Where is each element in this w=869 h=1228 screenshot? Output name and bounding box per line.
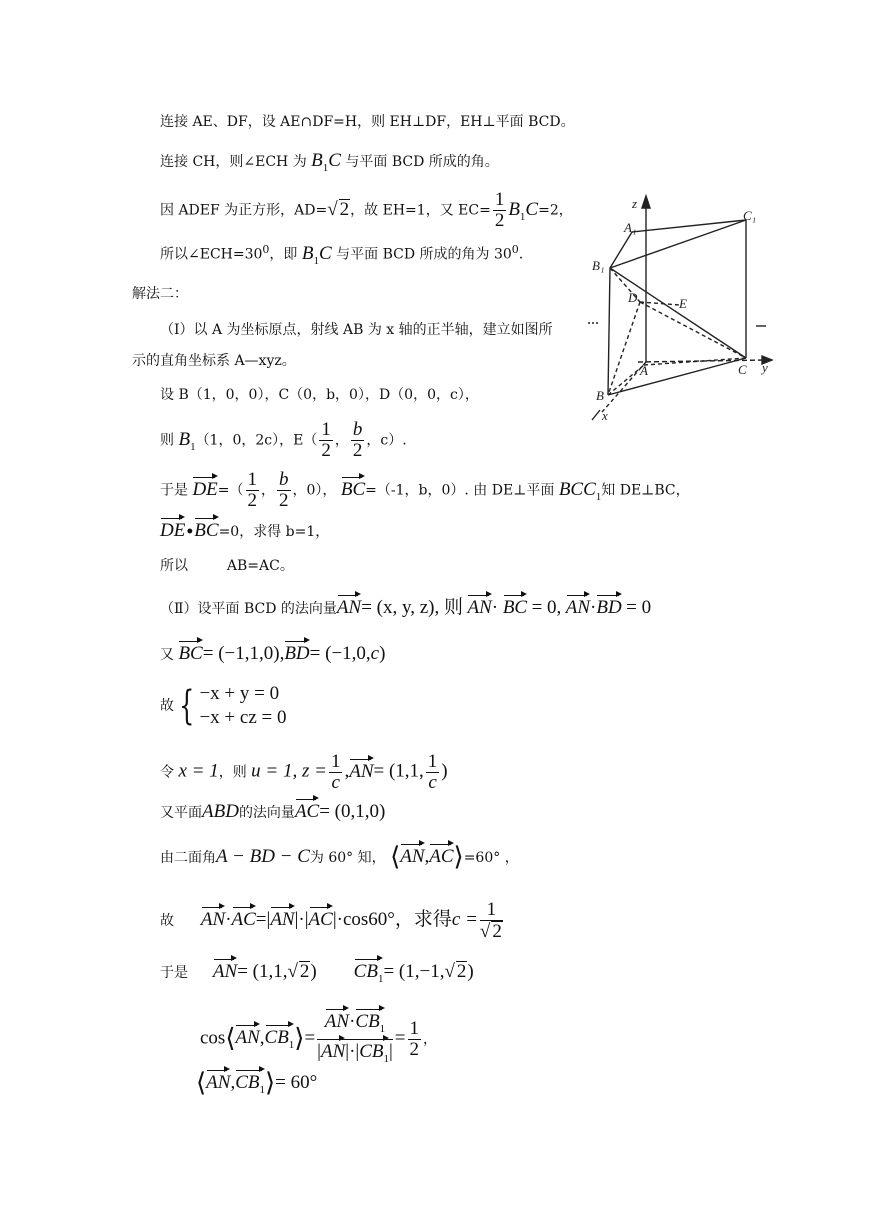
text-line-3 (160, 190, 573, 231)
text-line-b1e: 则 $B_1(1$，0，2c），E（ $\frac{1}{2}$ ， $\frac{b}{2}$ ，c）. (160, 419, 407, 461)
line-text: 与平面 BCD 所成的角为 30 (336, 246, 512, 263)
vector-an: AN (400, 846, 425, 867)
math-text: = (−1,1,0), (202, 643, 285, 664)
fraction-b-half: $\frac{b}{2}$ (279, 469, 289, 511)
math-text: = (1,1, (237, 961, 288, 982)
line-text: =0，求得 b=1， (218, 524, 330, 540)
edge-b1-c (610, 268, 746, 358)
line-text: 故 (160, 913, 174, 929)
equation-system (160, 682, 286, 730)
line-text: （Ⅰ）以 A 为坐标原点，射线 AB 为 x 轴的正半轴，建立如图所 (160, 322, 553, 338)
math-text: = (0,1,0) (319, 801, 386, 822)
line-text: 于是 (160, 965, 188, 981)
math-text: = (−1,0, (309, 643, 371, 664)
text-line-ling: 令 x = 1，则 u = 1, z = $\frac{1}{c}$ ,AN= (1,1, $\frac{1}{c}$ ) (160, 751, 448, 793)
line-text: 于是 (160, 482, 188, 499)
vector-de: DE (192, 478, 218, 500)
label-z: z (632, 196, 638, 211)
fraction-1-over-c: $\frac{1}{c}$ (330, 751, 341, 793)
line-text: =（ (217, 482, 244, 499)
label-b: B (596, 388, 604, 403)
equation: −x + cz = 0 (199, 707, 287, 728)
math-text: = 0 (626, 597, 652, 618)
sqrt-2: √ 2 (327, 198, 350, 220)
line-text: 为 60° 知， (309, 850, 386, 866)
line-text: 与平面 BCD 所成的角。 (345, 154, 499, 170)
text-line-p1a (160, 320, 553, 340)
fraction-half: $\frac{1}{2}$ (494, 189, 505, 231)
fraction-half: $\frac{1}{2}$ (321, 419, 331, 461)
line-text: 故 (160, 698, 174, 714)
label-y: y (762, 360, 768, 375)
math-text: cos (200, 1027, 226, 1049)
vector-ac: AC (231, 909, 256, 930)
label-e: E (679, 296, 687, 311)
label-b1: B₁ (592, 258, 605, 273)
vector-bc: BC (194, 520, 219, 541)
text-line-2 (160, 151, 499, 178)
prism-figure (588, 190, 773, 425)
line-text: 又 (160, 647, 174, 663)
equation: −x + y = 0 (199, 683, 280, 704)
line-text: （Ⅱ）设平面 BCD 的法向量 (160, 601, 337, 617)
text-line-angle: $⟨AN,CB_1⟩= 60^\circ$ (196, 1068, 318, 1098)
vector-cb1: $CB_1$ (235, 1071, 265, 1100)
math-text: = (x, y, z), 则 (361, 597, 464, 618)
section-heading (132, 284, 188, 304)
text-line-p1b (132, 351, 296, 371)
text-line-de: 于是 DE=（ $\frac{1}{2}$ ， $\frac{b}{2}$ ，0）， BC=（-1，b，0）. 由 DE⊥平面 $BCC_1$知 DE⊥BC， (160, 469, 690, 511)
system-equations (199, 682, 286, 730)
line-text: =2， (538, 202, 573, 219)
text-line-you1: 又 BC= (−1,1,0),BD= (−1,0,c) (160, 643, 386, 664)
vector-ac: AC (294, 801, 320, 822)
line-text: 则 (160, 432, 174, 449)
text-line-1 (160, 112, 575, 132)
vector-an: AN (336, 597, 362, 618)
math-text: · (491, 597, 503, 618)
line-text: =（-1，b，0）. 由 DE⊥平面 (365, 482, 555, 499)
line-text: 连接 AE、DF，设 AE∩DF=H，则 EH⊥DF，EH⊥平面 BCD。 (160, 114, 575, 130)
math-text: A − BD − C (216, 846, 310, 867)
line-text: ，即 (269, 246, 298, 263)
vector-an: AN (270, 909, 295, 930)
vector-an: AN (349, 760, 374, 782)
text-line-4: 所以$\angle ECH=30^0$，即 $B_1C$ 与平面 BCD 所成的角为 $30^0$. (160, 242, 524, 267)
math-text: = (394, 1027, 406, 1049)
text-line-cos: $\cos⟨AN,CB_1⟩=$ $\frac{AN\cdot CB_1}{|AN|\cdot|CB_1|}$ = $\frac{1}{2}$ ， (200, 1010, 437, 1069)
vector-an: AN (565, 597, 591, 618)
line-text: 设 B（1，0，0），C（0，b，0），D（0，0，c）， (160, 387, 479, 403)
edge-d-c (640, 302, 746, 358)
line-text: 连接 CH，则∠ECH 为 (160, 154, 307, 170)
line-text: 令 (160, 764, 174, 781)
line-text: 解法二： (132, 286, 188, 302)
math-text: = 0, (531, 597, 562, 618)
math-text: ABD (202, 801, 239, 822)
line-text: 的法向量 (238, 805, 295, 821)
text-line-dihedral: 由二面角A − BD − C为 60° 知， ⟨AN,AC⟩=60° ， (160, 842, 519, 872)
label-d: D (628, 290, 638, 305)
vector-ac: AC (308, 909, 333, 930)
math-text: = (1,−1, (383, 961, 445, 982)
vector-an: AN (467, 597, 492, 618)
math-bcc1: $BCC_1$ (558, 478, 602, 503)
edge-b-c (608, 358, 746, 395)
vector-cb1: $CB_1$ (354, 960, 384, 989)
text-line-p2: （Ⅱ）设平面 BCD 的法向量AN= (x, y, z), 则 AN· BC = 0, AN·BD = 0 (160, 597, 652, 618)
vector-cb1: $CB_1$ (265, 1026, 295, 1055)
math-text: |·cos60°，求得 (332, 909, 452, 930)
line-text: 知 DE⊥BC， (601, 482, 690, 499)
z-axis-arrow (642, 196, 650, 208)
edge-b1-a1 (610, 232, 632, 268)
label-a: A (640, 363, 648, 378)
fraction-half: $\frac{1}{2}$ (247, 469, 258, 511)
fraction-b-half: $\frac{b}{2}$ (352, 419, 363, 461)
math-text: u = 1, z = (251, 760, 327, 782)
fraction-1-over-sqrt2: $\frac{1}{√ 2}$ (479, 899, 502, 942)
vector-bc: BC (502, 597, 528, 618)
vector-an: AN (235, 1027, 260, 1049)
vector-bd: BD (596, 597, 622, 618)
text-line-yushi: 于是 AN= (1,1,√ 2) $CB_1= (1,-1,√$ 2) (160, 960, 474, 989)
fraction-cos: $\frac{AN\cdot CB_1}{|AN|\cdot|CB_1|}$ (317, 1010, 393, 1069)
line-text: 因 ADEF 为正方形，AD= (160, 202, 328, 219)
vector-ac: AC (429, 846, 454, 867)
math-text: c = (451, 909, 478, 930)
math-text: =| (255, 909, 271, 930)
math-text: = 60° (275, 1072, 318, 1093)
left-brace-icon: { (179, 683, 195, 729)
vector-bd: BD (284, 643, 310, 664)
line-text: 所以 (160, 558, 188, 574)
text-line-set (160, 385, 479, 405)
text-line-you2 (160, 800, 385, 823)
line-text: （1，0，2c），E（ (195, 432, 318, 449)
math-text: x = 1 (178, 760, 219, 782)
line-text: ，则 (218, 764, 247, 781)
line-text: 又平面 (160, 805, 202, 821)
line-text: ， (423, 1031, 438, 1048)
math-b1c: $B_1C$ (311, 150, 341, 174)
line-text: 所以∠ECH=30 (160, 246, 263, 263)
vector-bc: BC (340, 478, 366, 500)
math-b1c: $B_1C$ (508, 198, 539, 223)
label-a1: A₁ (624, 220, 637, 235)
text-line-dot: DE•BC=0，求得 b=1， (160, 520, 330, 541)
fraction-half: $\frac{1}{2}$ (409, 1017, 420, 1060)
vector-an: AN (200, 909, 226, 930)
label-c: C (738, 362, 747, 377)
vector-de: DE (160, 520, 186, 541)
line-text: AB=AC。 (226, 558, 294, 574)
edge-b-b1 (608, 268, 610, 395)
fraction-1-over-c: $\frac{1}{c}$ (427, 751, 438, 793)
label-x: x (602, 408, 608, 423)
label-c1: C₁ (743, 208, 757, 223)
line-text: ，c）. (366, 432, 407, 449)
text-line-gu2: 故 AN·AC=|AN|·|AC|·cos60°，求得c = $\frac{1}{√ 2}$ (160, 899, 502, 942)
text-line-abac (160, 556, 294, 576)
line-text: ，故 EH=1，又 EC= (350, 202, 491, 219)
math-b1c: $B_1C$ (301, 242, 332, 267)
math-b1: $B_1$ (178, 428, 196, 453)
line-text: ，0）， (292, 482, 337, 499)
vector-an: AN (206, 1072, 231, 1093)
line-text: =60° ， (463, 850, 519, 866)
vector-bc: BC (178, 643, 203, 664)
vector-an: AN (212, 961, 238, 982)
line-text: 由二面角 (160, 850, 216, 866)
math-text: = (1,1, (373, 760, 424, 782)
tick-bottom (592, 410, 600, 420)
line-text: 示的直角坐标系 A—xyz。 (132, 353, 296, 369)
